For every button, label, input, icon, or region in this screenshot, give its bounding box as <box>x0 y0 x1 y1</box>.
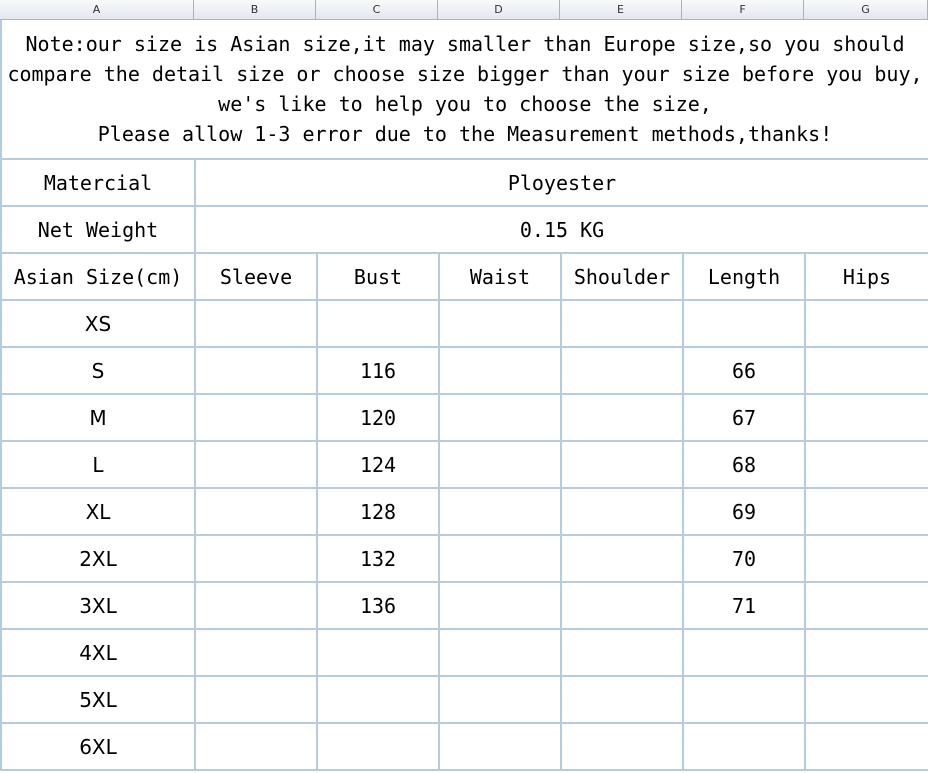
cell-sleeve[interactable] <box>195 441 317 488</box>
cell-shoulder[interactable] <box>561 347 683 394</box>
table-row <box>1 441 928 488</box>
cell-length[interactable]: 67 <box>683 394 805 441</box>
table-row <box>1 488 928 535</box>
cell-length[interactable]: 70 <box>683 535 805 582</box>
column-header-bar <box>0 0 928 20</box>
cell-length[interactable] <box>683 629 805 676</box>
header-cell-size[interactable]: Asian Size(cm) <box>1 253 195 300</box>
column-header-g[interactable]: G <box>804 0 928 20</box>
column-header-f[interactable]: F <box>682 0 804 20</box>
cell-waist[interactable] <box>439 676 561 723</box>
cell-sleeve[interactable] <box>195 723 317 770</box>
cell-hips[interactable] <box>805 441 928 488</box>
cell-shoulder[interactable] <box>561 629 683 676</box>
header-cell-shoulder[interactable]: Shoulder <box>561 253 683 300</box>
header-cell-length[interactable]: Length <box>683 253 805 300</box>
table-row <box>1 394 928 441</box>
cell-sleeve[interactable] <box>195 535 317 582</box>
cell-bust[interactable] <box>317 300 439 347</box>
cell-size[interactable]: XL <box>1 488 195 535</box>
cell-shoulder[interactable] <box>561 488 683 535</box>
cell-hips[interactable] <box>805 629 928 676</box>
size-header-row <box>1 253 928 300</box>
spreadsheet <box>0 20 928 771</box>
table-row <box>1 347 928 394</box>
cell-sleeve[interactable] <box>195 629 317 676</box>
cell-sleeve[interactable] <box>195 347 317 394</box>
table-row <box>1 300 928 347</box>
cell-length[interactable] <box>683 676 805 723</box>
note-line-4: Please allow 1-3 error due to the Measurement methods,thanks! <box>97 122 833 146</box>
cell-hips[interactable] <box>805 394 928 441</box>
cell-shoulder[interactable] <box>561 582 683 629</box>
cell-shoulder[interactable] <box>561 723 683 770</box>
cell-size[interactable]: L <box>1 441 195 488</box>
material-label-cell[interactable]: Matercial <box>1 159 195 206</box>
size-rows <box>1 300 928 770</box>
note-line-1: Note:our size is Asian size,it may smaller than Europe size,so you should <box>25 32 905 56</box>
column-header-b[interactable]: B <box>194 0 316 20</box>
cell-sleeve[interactable] <box>195 582 317 629</box>
net-weight-value-cell[interactable]: 0.15 KG <box>195 206 928 253</box>
cell-bust[interactable] <box>317 629 439 676</box>
cell-size[interactable]: 3XL <box>1 582 195 629</box>
column-header-d[interactable]: D <box>438 0 560 20</box>
column-header-e[interactable]: E <box>560 0 682 20</box>
cell-shoulder[interactable] <box>561 300 683 347</box>
column-header-a[interactable]: A <box>0 0 194 20</box>
cell-shoulder[interactable] <box>561 535 683 582</box>
column-header-c[interactable]: C <box>316 0 438 20</box>
cell-hips[interactable] <box>805 300 928 347</box>
cell-length[interactable]: 66 <box>683 347 805 394</box>
cell-waist[interactable] <box>439 300 561 347</box>
note-line-3: we's like to help you to choose the size, <box>218 92 712 116</box>
cell-hips[interactable] <box>805 676 928 723</box>
cell-size[interactable]: 2XL <box>1 535 195 582</box>
cell-bust[interactable]: 132 <box>317 535 439 582</box>
material-value-cell[interactable]: Ployester <box>195 159 928 206</box>
cell-length[interactable] <box>683 300 805 347</box>
cell-shoulder[interactable] <box>561 676 683 723</box>
cell-length[interactable]: 69 <box>683 488 805 535</box>
note-line-2: compare the detail size or choose size bigger than your size before you buy, <box>7 62 923 86</box>
cell-waist[interactable] <box>439 347 561 394</box>
cell-shoulder[interactable] <box>561 394 683 441</box>
size-chart-table <box>0 20 928 771</box>
table-row <box>1 723 928 770</box>
cell-sleeve[interactable] <box>195 676 317 723</box>
note-cell[interactable] <box>1 20 928 159</box>
cell-hips[interactable] <box>805 723 928 770</box>
cell-bust[interactable]: 124 <box>317 441 439 488</box>
cell-sleeve[interactable] <box>195 488 317 535</box>
cell-hips[interactable] <box>805 535 928 582</box>
cell-waist[interactable] <box>439 582 561 629</box>
cell-length[interactable] <box>683 723 805 770</box>
cell-size[interactable]: S <box>1 347 195 394</box>
header-cell-waist[interactable]: Waist <box>439 253 561 300</box>
cell-hips[interactable] <box>805 347 928 394</box>
cell-sleeve[interactable] <box>195 300 317 347</box>
net-weight-label-cell[interactable]: Net Weight <box>1 206 195 253</box>
header-cell-bust[interactable]: Bust <box>317 253 439 300</box>
cell-bust[interactable]: 116 <box>317 347 439 394</box>
cell-waist[interactable] <box>439 535 561 582</box>
cell-bust[interactable]: 120 <box>317 394 439 441</box>
cell-size[interactable]: 4XL <box>1 629 195 676</box>
cell-bust[interactable] <box>317 676 439 723</box>
cell-waist[interactable] <box>439 488 561 535</box>
cell-size[interactable]: 5XL <box>1 676 195 723</box>
table-row <box>1 629 928 676</box>
table-row <box>1 535 928 582</box>
cell-length[interactable]: 71 <box>683 582 805 629</box>
cell-size[interactable]: M <box>1 394 195 441</box>
header-cell-hips[interactable]: Hips <box>805 253 928 300</box>
cell-size[interactable]: 6XL <box>1 723 195 770</box>
cell-length[interactable]: 68 <box>683 441 805 488</box>
cell-shoulder[interactable] <box>561 441 683 488</box>
cell-hips[interactable] <box>805 488 928 535</box>
cell-bust[interactable]: 128 <box>317 488 439 535</box>
cell-waist[interactable] <box>439 723 561 770</box>
table-row <box>1 676 928 723</box>
cell-waist[interactable] <box>439 441 561 488</box>
cell-sleeve[interactable] <box>195 394 317 441</box>
table-row <box>1 582 928 629</box>
cell-hips[interactable] <box>805 582 928 629</box>
cell-bust[interactable] <box>317 723 439 770</box>
cell-bust[interactable]: 136 <box>317 582 439 629</box>
cell-size[interactable]: XS <box>1 300 195 347</box>
cell-waist[interactable] <box>439 629 561 676</box>
cell-waist[interactable] <box>439 394 561 441</box>
header-cell-sleeve[interactable]: Sleeve <box>195 253 317 300</box>
